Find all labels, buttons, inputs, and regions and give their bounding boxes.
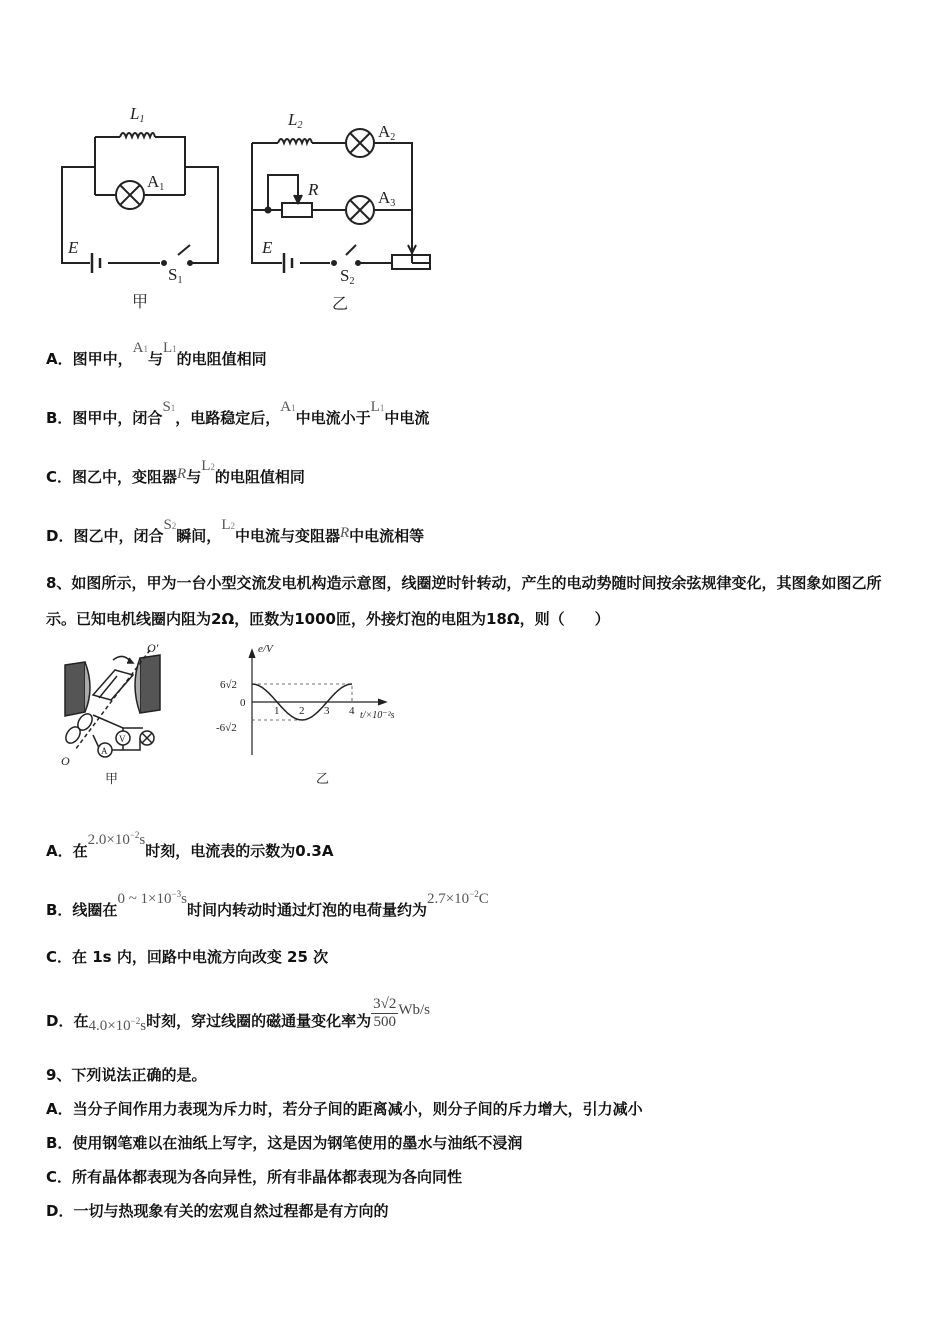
guide-positive-peak [252, 684, 352, 702]
circuit-yi [252, 129, 430, 273]
label-a2: A2 [378, 122, 396, 143]
q8-option-c: C．在 1s 内，回路中电流方向改变 25 次 [46, 948, 329, 966]
q8-option-b: B．线圈在0 ~ $1\times 10^{-3}s$时间内转动时通过灯泡的电荷量约为$2.7\times 10^{-2}C$ [46, 889, 489, 919]
flux-rate-fraction: $\frac{3√2}{500}$ [373, 996, 397, 1030]
caption-jia: 甲 [132, 294, 149, 311]
q9-stem: 9、下列说法正确的是。 [46, 1066, 207, 1084]
q7-option-c: C．图乙中，变阻器R与L2的电阻值相同 [46, 458, 305, 486]
circuit-figure [50, 95, 450, 325]
label-r: R [308, 180, 319, 199]
rheostat-r [282, 203, 312, 217]
coil [93, 670, 133, 700]
y-tick-pos: 6√2 [220, 679, 238, 691]
label-ammeter: A [101, 746, 108, 756]
y-axis-label: e/V [258, 643, 273, 655]
circuit-jia [62, 133, 218, 273]
q7-option-d: D．图乙中，闭合S2瞬间，L2中电流与变阻器R中电流相等 [46, 517, 425, 545]
label-l1: L1 [130, 104, 145, 125]
label-a1: A1 [147, 172, 165, 193]
q7-option-b: B．图甲中，闭合S1，电路稳定后，A1中电流小于L1中电流 [46, 399, 430, 427]
q8-option-a: A．在$2.0\times 10^{-2}s$时刻，电流表的示数为0.3A [46, 830, 334, 860]
label-s1: S1 [168, 265, 183, 286]
caption-generator: 甲 [105, 771, 119, 786]
generator-figure [55, 640, 185, 790]
inductor-l1 [120, 133, 155, 137]
emf-chart [210, 640, 430, 790]
x-tick-2: 2 [299, 705, 305, 717]
x-tick-4: 4 [349, 705, 355, 717]
label-l2: L2 [288, 110, 303, 131]
inductor-l2 [278, 139, 312, 143]
q9-option-c: C．所有晶体都表现为各向异性，所有非晶体都表现为各向同性 [46, 1168, 463, 1186]
x-tick-3: 3 [324, 705, 330, 717]
label-s2: S2 [340, 266, 355, 287]
magnet-right [140, 655, 160, 713]
q9-option-d: D．一切与热现象有关的宏观自然过程都是有方向的 [46, 1202, 389, 1220]
caption-yi: 乙 [332, 296, 349, 313]
magnet-left [65, 662, 85, 716]
label-e-yi: E [262, 238, 273, 257]
label-o: O [61, 754, 70, 768]
q9-option-a: A．当分子间作用力表现为斥力时，若分子间的距离减小，则分子间的斥力增大，引力减小 [46, 1100, 643, 1118]
label-e-jia: E [68, 238, 79, 257]
q9-option-b: B．使用钢笔难以在油纸上写字，这是因为钢笔使用的墨水与油纸不浸润 [46, 1134, 523, 1152]
label-voltmeter: V [119, 734, 126, 744]
x-axis-label: t/×10⁻²s [360, 710, 395, 721]
q8-option-d: D．在$4.0\times 10^{-2}s$时刻，穿过线圈的磁通量变化率为 $\frac{3√2}{500}$ Wb/s [46, 996, 431, 1034]
battery-e [92, 253, 100, 273]
label-a3: A3 [378, 188, 396, 209]
q7-option-a: A．图甲中，A1与L1的电阻值相同 [46, 340, 267, 368]
q8-stem: 8、如图所示，甲为一台小型交流发电机构造示意图，线圈逆时针转动，产生的电动势随时间按余弦规律变化，其图象如图乙所示。已知电机线圈内阻为2Ω，匝数为1000匝，外接灯泡的电阻为18Ω，则（ ） [46, 574, 882, 628]
y-tick-zero: 0 [240, 697, 246, 709]
x-tick-1: 1 [274, 705, 280, 717]
battery-e-yi [284, 253, 292, 273]
caption-chart: 乙 [316, 771, 330, 786]
label-o-prime: O′ [147, 641, 159, 655]
y-tick-neg: -6√2 [216, 722, 237, 734]
